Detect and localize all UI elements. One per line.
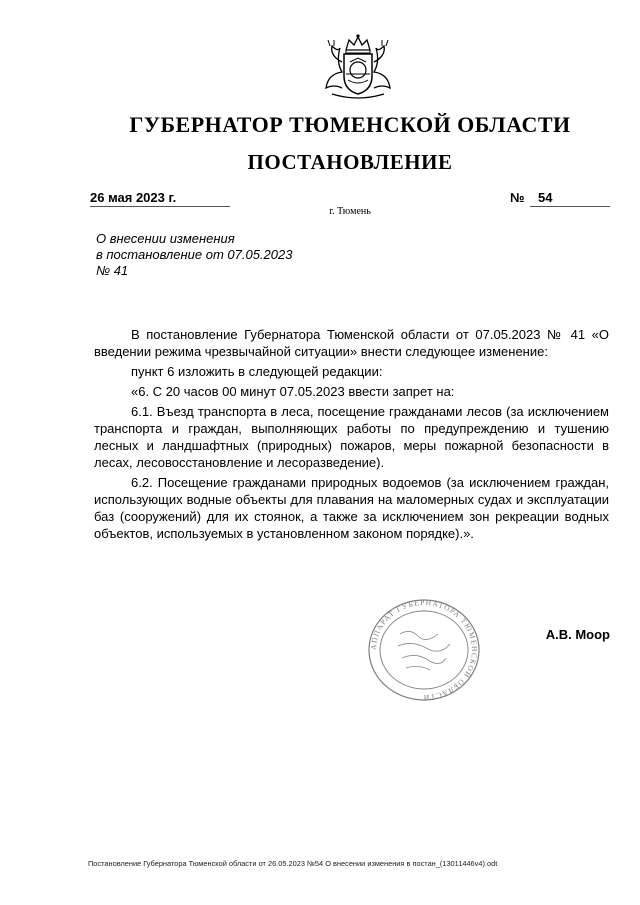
footer-filename: Постановление Губернатора Тюменской области от 26.05.2023 №54 О внесении изменения в постан_(13011446v4).odt: [88, 859, 498, 868]
city-name: г. Тюмень: [329, 206, 371, 217]
signer-name: А.В. Моор: [545, 627, 610, 642]
document-body: [94, 326, 609, 545]
coat-of-arms-icon: [318, 32, 398, 104]
document-number: [510, 190, 610, 207]
body-paragraph: 6.2. Посещение гражданами природных водоемов (за исключением граждан, использующих водные объекты для плавания на маломерных судах и эксплуатации баз (сооружений) для их стоянок, а также за исключением зон рекреации водных объектов, используемых в установленном законом порядке).».: [94, 475, 609, 541]
issuer-title: ГУБЕРНАТОР ТЮМЕНСКОЙ ОБЛАСТИ: [129, 112, 571, 137]
document-date: 26 мая 2023 г.: [90, 190, 230, 207]
document-type: ПОСТАНОВЛЕНИЕ: [247, 150, 453, 174]
subject-line: № 41: [96, 263, 129, 278]
document-subject: [96, 231, 356, 279]
subject-line: О внесении изменения: [96, 231, 235, 246]
body-paragraph: 6.1. Въезд транспорта в леса, посещение гражданами лесов (за исключением транспорта и граждан, выполняющих работы по предупреждению и тушению лесных и ландшафтных (природных) пожаров, меры пожарной безопасности в лесах, лесовосстановление и лесоразведение).: [94, 404, 609, 470]
number-value: 54: [530, 190, 610, 207]
body-paragraph: пункт 6 изложить в следующей редакции:: [131, 364, 383, 379]
official-stamp-icon: [366, 598, 482, 702]
subject-line: в постановление от 07.05.2023: [96, 247, 293, 262]
number-label: №: [510, 190, 525, 205]
body-paragraph: «6. С 20 часов 00 минут 07.05.2023 ввести запрет на:: [131, 384, 455, 399]
stamp-text: АППАРАТ ГУБЕРНАТОРА ТЮМЕНСКОЙ ОБЛАСТИ: [368, 598, 480, 702]
body-paragraph: В постановление Губернатора Тюменской области от 07.05.2023 № 41 «О введении режима чрезвычайной ситуации» внести следующее изменение:: [94, 327, 609, 359]
